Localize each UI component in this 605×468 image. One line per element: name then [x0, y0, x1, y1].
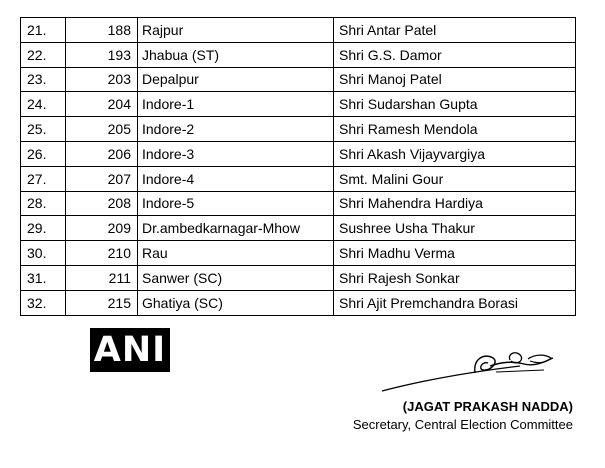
constituency-number-cell: 203	[66, 67, 138, 92]
constituency-name-cell: Ghatiya (SC)	[138, 290, 334, 315]
table-row	[21, 166, 576, 191]
candidate-name-cell: Shri Ajit Premchandra Borasi	[334, 290, 576, 315]
candidate-name-cell: Sushree Usha Thakur	[334, 216, 576, 241]
table-row	[21, 92, 576, 117]
table-row	[21, 191, 576, 216]
table-row	[21, 216, 576, 241]
constituency-name-cell: Indore-5	[138, 191, 334, 216]
serial-number-cell: 29.	[21, 216, 66, 241]
constituency-name-cell: Jhabua (ST)	[138, 42, 334, 67]
candidate-name-cell: Shri Rajesh Sonkar	[334, 265, 576, 290]
table-row	[21, 265, 576, 290]
constituency-name-cell: Indore-4	[138, 166, 334, 191]
constituency-number-cell: 215	[66, 290, 138, 315]
constituency-number-cell: 210	[66, 241, 138, 266]
serial-number-cell: 23.	[21, 67, 66, 92]
candidate-table	[20, 17, 576, 316]
candidate-name-cell: Shri Madhu Verma	[334, 241, 576, 266]
candidate-name-cell: Shri G.S. Damor	[334, 42, 576, 67]
constituency-name-cell: Indore-2	[138, 117, 334, 142]
constituency-name-cell: Rau	[138, 241, 334, 266]
table-body	[21, 18, 576, 316]
constituency-name-cell: Depalpur	[138, 67, 334, 92]
serial-number-cell: 26.	[21, 141, 66, 166]
serial-number-cell: 22.	[21, 42, 66, 67]
serial-number-cell: 28.	[21, 191, 66, 216]
constituency-number-cell: 204	[66, 92, 138, 117]
ani-logo: ANI	[90, 328, 170, 372]
table-row	[21, 67, 576, 92]
constituency-number-cell: 208	[66, 191, 138, 216]
serial-number-cell: 30.	[21, 241, 66, 266]
constituency-number-cell: 211	[66, 265, 138, 290]
serial-number-cell: 31.	[21, 265, 66, 290]
table-row	[21, 117, 576, 142]
candidate-name-cell: Smt. Malini Gour	[334, 166, 576, 191]
signatory-designation: Secretary, Central Election Committee	[352, 417, 573, 432]
signatory-name: (JAGAT PRAKASH NADDA)	[402, 399, 573, 414]
signature-mark	[370, 345, 570, 400]
constituency-name-cell: Sanwer (SC)	[138, 265, 334, 290]
constituency-number-cell: 193	[66, 42, 138, 67]
table-row	[21, 18, 576, 43]
constituency-name-cell: Dr.ambedkarnagar-Mhow	[138, 216, 334, 241]
constituency-number-cell: 207	[66, 166, 138, 191]
constituency-name-cell: Rajpur	[138, 18, 334, 43]
serial-number-cell: 21.	[21, 18, 66, 43]
table-row	[21, 141, 576, 166]
candidate-name-cell: Shri Akash Vijayvargiya	[334, 141, 576, 166]
constituency-number-cell: 209	[66, 216, 138, 241]
table-row	[21, 290, 576, 315]
constituency-number-cell: 205	[66, 117, 138, 142]
constituency-number-cell: 206	[66, 141, 138, 166]
constituency-name-cell: Indore-1	[138, 92, 334, 117]
candidate-name-cell: Shri Ramesh Mendola	[334, 117, 576, 142]
table-row	[21, 42, 576, 67]
candidate-name-cell: Shri Mahendra Hardiya	[334, 191, 576, 216]
candidate-name-cell: Shri Sudarshan Gupta	[334, 92, 576, 117]
candidate-name-cell: Shri Antar Patel	[334, 18, 576, 43]
candidate-name-cell: Shri Manoj Patel	[334, 67, 576, 92]
serial-number-cell: 24.	[21, 92, 66, 117]
constituency-number-cell: 188	[66, 18, 138, 43]
serial-number-cell: 25.	[21, 117, 66, 142]
table-row	[21, 241, 576, 266]
serial-number-cell: 27.	[21, 166, 66, 191]
constituency-name-cell: Indore-3	[138, 141, 334, 166]
serial-number-cell: 32.	[21, 290, 66, 315]
